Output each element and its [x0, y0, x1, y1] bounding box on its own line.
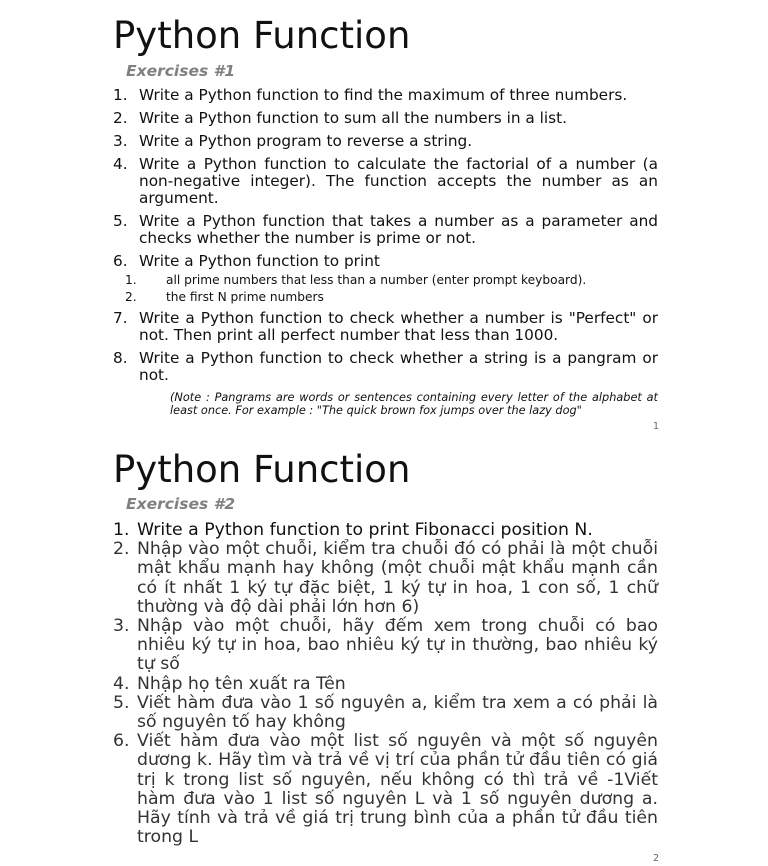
list-item	[113, 87, 658, 104]
item-text: Write a Python function to print Fibonacci position N.	[137, 520, 593, 540]
sub-list-item	[113, 272, 658, 289]
list-item	[113, 732, 658, 847]
item-number: 2.	[113, 539, 130, 560]
item-text: Nhập vào một chuỗi, kiểm tra chuỗi đó có phải là một chuỗi mật khẩu mạnh hay không (một chuỗi mật khẩu mạnh cần có ít nhất 1 ký tự đặc biệt, 1 ký tự in hoa, 1 con số, 1 chữ thường và độ dài phải lớn hơn 6)	[137, 539, 658, 617]
item-number: 4.	[113, 155, 128, 173]
item-text: Write a Python program to reverse a string.	[139, 132, 473, 150]
item-number: 7.	[113, 309, 128, 327]
item-text: Nhập vào một chuỗi, hãy đếm xem trong chuỗi có bao nhiêu ký tự in hoa, bao nhiêu ký tự in thường, bao nhiêu ký tự số	[137, 616, 658, 675]
sub-list	[113, 272, 658, 306]
item-number: 3.	[113, 616, 130, 637]
slide-subtitle: Exercises #2	[126, 495, 236, 513]
sub-item-number: 2.	[125, 290, 137, 304]
list-item	[113, 213, 658, 247]
page-number: 1	[653, 421, 660, 432]
item-number: 8.	[113, 349, 128, 367]
pangram-note: (Note : Pangrams are words or sentences containing every letter of the alphabet at least once. For example : "The quick brown fox jumps over the lazy dog"	[170, 391, 658, 417]
slide-title: Python Function	[113, 14, 411, 57]
slide-title: Python Function	[113, 448, 411, 491]
item-number: 1.	[113, 86, 128, 104]
list-item	[113, 540, 658, 617]
item-text: Write a Python function to calculate the factorial of a number (a non-negative integer). The function accepts the number as an argument.	[139, 155, 658, 207]
item-number: 6.	[113, 731, 130, 752]
item-number: 5.	[113, 212, 128, 230]
item-text: Write a Python function that takes a number as a parameter and checks whether the number is prime or not.	[139, 212, 658, 247]
item-text: Write a Python function to sum all the numbers in a list.	[139, 109, 567, 127]
sub-item-text: the first N prime numbers	[166, 290, 324, 304]
item-text: Nhập họ tên xuất ra Tên	[137, 673, 346, 694]
list-item	[113, 617, 658, 675]
sub-item-text: all prime numbers that less than a number (enter prompt keyboard).	[166, 273, 587, 287]
list-item	[113, 253, 658, 306]
page-number: 2	[653, 853, 660, 864]
sub-list-item	[113, 289, 658, 306]
exercise-list	[113, 87, 658, 390]
item-text: Write a Python function to check whether a string is a pangram or not.	[139, 349, 658, 384]
item-number: 3.	[113, 132, 128, 150]
list-item	[113, 350, 658, 384]
list-item	[113, 133, 658, 150]
list-item	[113, 310, 658, 344]
item-number: 2.	[113, 109, 128, 127]
slide-exercises-2	[0, 434, 768, 866]
item-number: 5.	[113, 692, 130, 713]
list-item	[113, 110, 658, 127]
exercise-list	[113, 521, 658, 847]
item-text: Viết hàm đưa vào một list số nguyên và một số nguyên dương k. Hãy tìm và trả về vị trí của phần tử đầu tiên có giá trị k trong list số nguyên, nếu không có thì trả về -1Viết hàm đưa vào 1 list số nguyên L và 1 số nguyên dương a. Hãy tính và trả về giá trị trung bình của a phần tử đầu tiên trong L	[137, 731, 658, 848]
sub-item-number: 1.	[125, 273, 137, 287]
item-number: 1.	[113, 520, 130, 540]
list-item	[113, 156, 658, 207]
slide-subtitle: Exercises #1	[126, 62, 236, 80]
item-number: 4.	[113, 673, 130, 694]
list-item	[113, 694, 658, 732]
item-text: Write a Python function to print	[139, 252, 380, 270]
item-text: Write a Python function to find the maximum of three numbers.	[139, 86, 628, 104]
list-item	[113, 675, 658, 694]
item-text: Write a Python function to check whether a number is "Perfect" or not. Then print all perfect number that less than 1000.	[139, 309, 658, 344]
list-item	[113, 521, 658, 540]
item-number: 6.	[113, 252, 128, 270]
item-text: Viết hàm đưa vào 1 số nguyên a, kiểm tra xem a có phải là số nguyên tố hay không	[137, 692, 658, 733]
